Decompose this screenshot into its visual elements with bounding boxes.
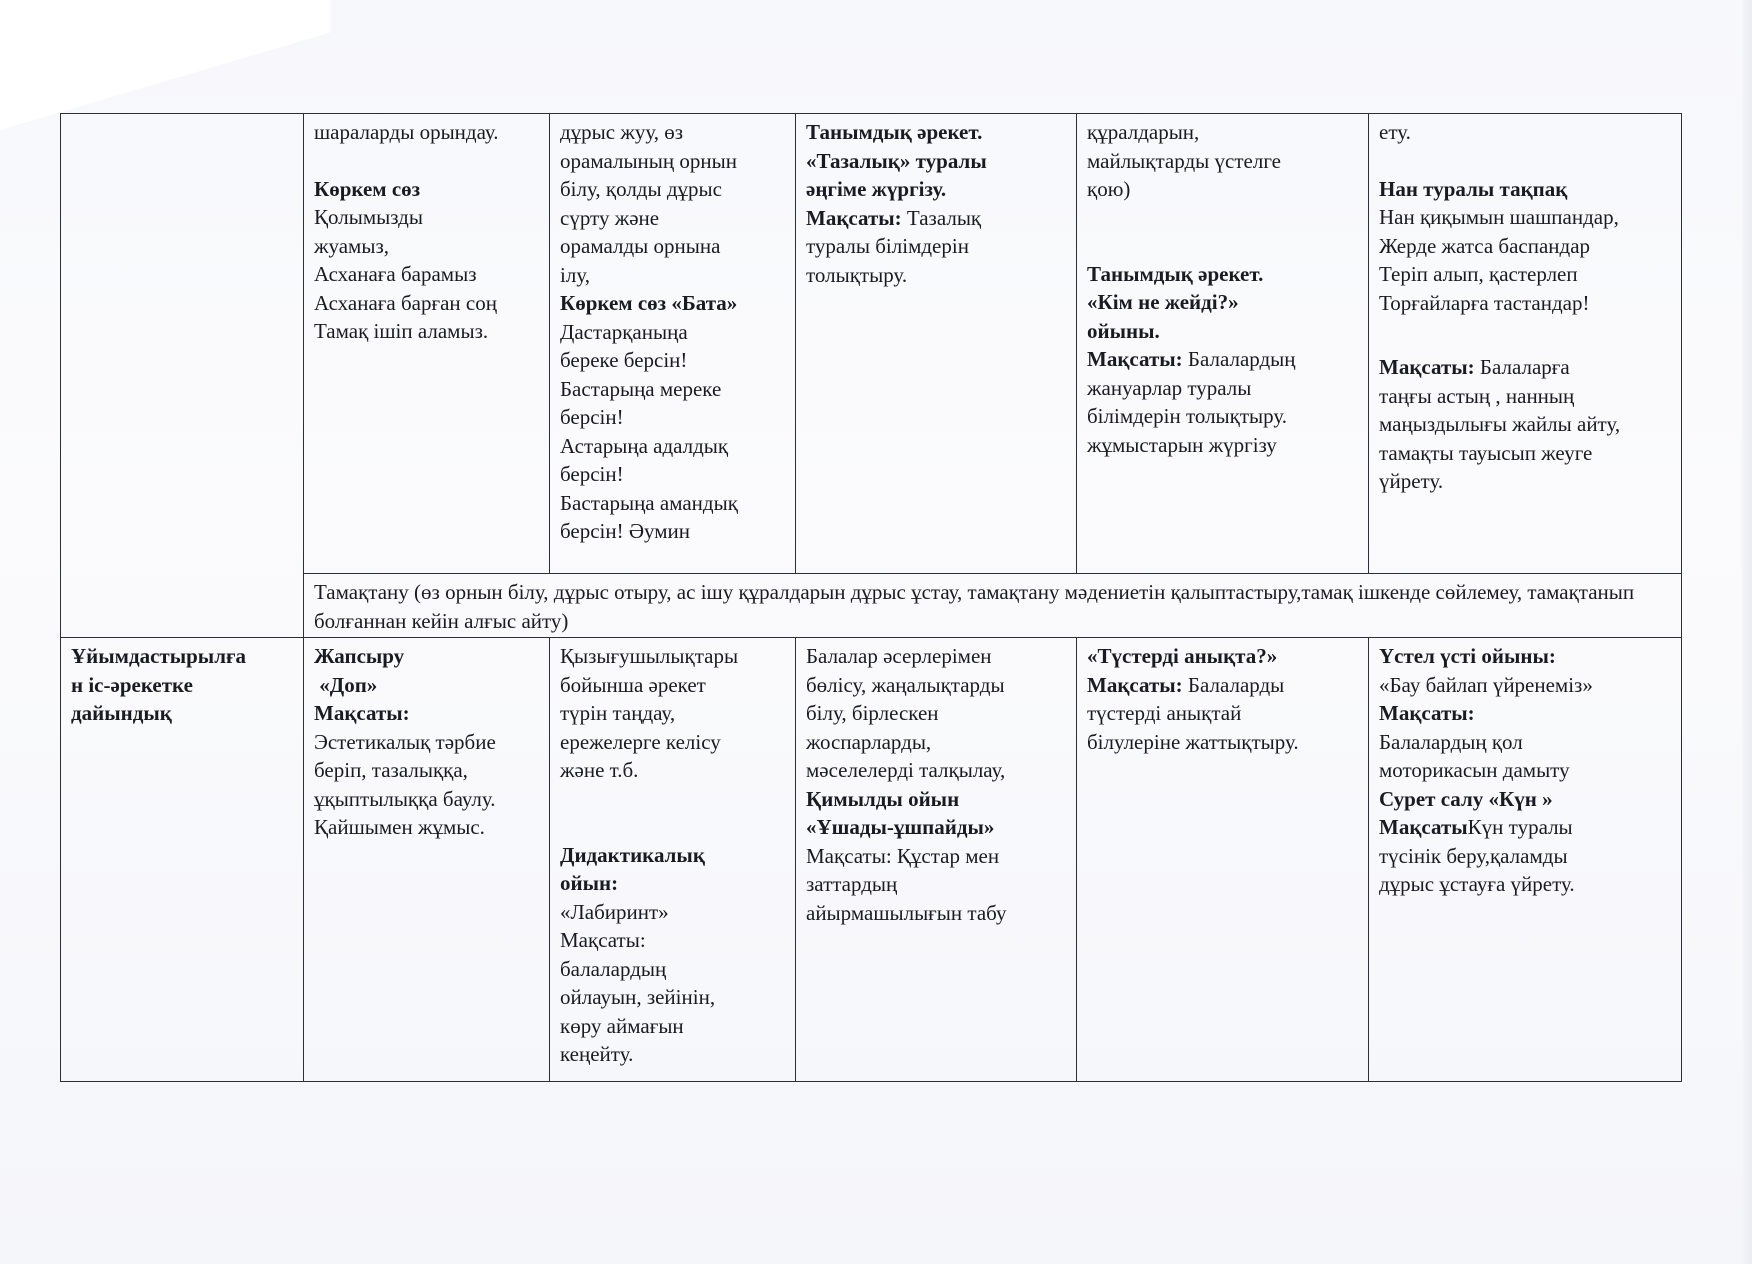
goal-line — [806, 204, 1066, 233]
goal-label: Мақсаты: — [1379, 701, 1475, 725]
goal-line — [1087, 671, 1358, 700]
cell-heading: Көркем сөз — [314, 176, 421, 201]
cell-heading: Қимылды ойын — [806, 786, 960, 811]
cell-heading: әңгіме жүргізу. — [806, 177, 947, 201]
text-line: түстерді анықтай — [1087, 701, 1242, 725]
cell-heading: Сурет салу «Күн » — [1379, 786, 1553, 811]
cell-heading: «Тазалық» туралы — [806, 148, 987, 173]
text-line: білулеріне жаттықтыру. — [1087, 729, 1299, 754]
text-line: таңғы астың , нанның — [1379, 383, 1575, 408]
text-line: ұқыптылыққа баулу. — [314, 786, 496, 811]
goal-line — [1379, 813, 1671, 842]
text-line: «Бау байлап үйренеміз» — [1379, 672, 1593, 697]
poem-line: берсін! — [560, 405, 624, 429]
cell-heading: Танымдық әрекет. — [806, 120, 983, 144]
cell-heading: Үстел үсті ойыны: — [1379, 644, 1556, 668]
cell-heading: «Кім не жейді?» — [1087, 290, 1239, 314]
text-line: тамақты тауысып жеуге — [1379, 440, 1593, 465]
text-line: «Лабиринт» — [560, 899, 669, 924]
cell-r3-c1 — [304, 638, 550, 1082]
text-line: қою) — [1087, 177, 1131, 201]
text-line: айырмашылығын табу — [806, 900, 1007, 925]
text-line: ілу, — [560, 262, 590, 287]
text-line: заттардың — [806, 872, 898, 896]
goal-label: Мақсаты: — [806, 205, 902, 230]
cell-heading: «Доп» — [314, 672, 378, 697]
goal-line — [1379, 353, 1671, 382]
cell-heading: «Түстерді анықта?» — [1087, 644, 1278, 668]
text-line: ойлауын, зейінін, — [560, 985, 716, 1009]
cell-heading: Нан туралы тақпақ — [1379, 176, 1568, 201]
text-line: бөлісу, жаңалықтарды — [806, 672, 1005, 697]
text-line: Асханаға барамыз — [314, 262, 477, 286]
text-line: сүрту және — [560, 205, 660, 230]
goal-text: Балаларды — [1182, 672, 1285, 697]
row-label-empty — [61, 114, 304, 638]
text-line: жұмыстарын жүргізу — [1087, 432, 1277, 457]
poem-line: Нан қиқымын шашпандар, — [1379, 205, 1619, 229]
cell-heading: Көркем сөз «Бата» — [560, 291, 738, 315]
poem-line: Бастарыңа мереке — [560, 376, 722, 401]
cell-heading: ойын: — [560, 871, 619, 895]
poem-line: Бастарыңа амандық — [560, 490, 738, 515]
text-line: беріп, тазалыққа, — [314, 758, 468, 782]
cell-r1-c4 — [1077, 114, 1369, 574]
text-line: білімдерін толықтыру. — [1087, 404, 1288, 428]
text-line: майлықтарды үстелге — [1087, 148, 1281, 173]
poem-line: Торғайларға тастандар! — [1379, 290, 1590, 315]
text-line: Балалардың қол — [1379, 729, 1523, 754]
text-line: Балалар әсерлерімен — [806, 644, 992, 668]
poem-line: берсін! — [560, 462, 624, 486]
poem-line: береке берсін! — [560, 348, 688, 372]
text-line: туралы білімдерін — [806, 234, 969, 258]
row-label-line: дайындық — [71, 701, 172, 725]
cell-r1-c1 — [304, 114, 550, 574]
goal-text: Балалардың — [1182, 347, 1296, 371]
text-line: жануарлар туралы — [1087, 375, 1252, 400]
text-line: Асханаға барған соң — [314, 290, 497, 315]
table-row — [61, 638, 1682, 1082]
text-line: жоспарларды, — [806, 729, 932, 754]
cell-r1-c3 — [796, 114, 1077, 574]
text-line: және т.б. — [560, 758, 639, 782]
cell-r3-c3 — [796, 638, 1077, 1082]
text-line: білу, қолды дұрыс — [560, 177, 722, 201]
cell-heading: Жапсыру — [314, 644, 405, 668]
goal-label: Мақсаты — [1379, 815, 1468, 839]
text-line: білу, бірлескен — [806, 701, 939, 725]
text-line: толықтыру. — [806, 262, 908, 287]
goal-label: Мақсаты: — [314, 701, 410, 725]
cell-r3-c5 — [1369, 638, 1682, 1082]
table-row — [61, 574, 1682, 638]
text-line: дұрыс жуу, өз — [560, 120, 684, 144]
goal-label: Мақсаты: — [1379, 355, 1475, 379]
cell-r1-c5 — [1369, 114, 1682, 574]
goal-text: Тазалық — [901, 205, 982, 230]
poem-line: Теріп алып, қастерлеп — [1379, 262, 1578, 286]
cell-r3-c2 — [550, 638, 796, 1082]
cell-r1-c2 — [550, 114, 796, 574]
meals-text: Тамақтану (өз орнын білу, дұрыс отыру, ас ішу құралдарын дұрыс ұстау, тамақтану мәдениетін қалыптастыру,тамақ ішкенде сөйлемеу, тамақтанып болғаннан кейін алғыс айту) — [314, 580, 1635, 633]
text-line: Мақсаты: — [560, 928, 646, 952]
text-line: Мақсаты: Құстар мен — [806, 843, 1000, 868]
plan-table — [60, 113, 1682, 1082]
goal-text: Балаларға — [1474, 355, 1570, 379]
text-line: кеңейту. — [560, 1042, 634, 1066]
row-label-line: н іс-әрекетке — [71, 672, 193, 697]
poem-line: берсін! Әумин — [560, 519, 691, 543]
table-row — [61, 114, 1682, 574]
row-label — [61, 638, 304, 1082]
text-line: орамалды орнына — [560, 234, 721, 258]
text-line: шараларды орындау. — [314, 120, 499, 144]
goal-text: Күн туралы — [1467, 815, 1573, 839]
text-line: мәселелерді талқылау, — [806, 758, 1006, 782]
text-line: Қайшымен жұмыс. — [314, 815, 485, 839]
cell-heading: Дидактикалық — [560, 842, 705, 867]
text-line: ету. — [1379, 120, 1411, 144]
goal-label: Мақсаты: — [1087, 672, 1183, 697]
cell-heading: «Ұшады-ұшпайды» — [806, 815, 995, 839]
text-line: балалардың — [560, 956, 667, 981]
text-line: ережелерге келісу — [560, 729, 721, 754]
text-line: дұрыс ұстауға үйрету. — [1379, 872, 1575, 896]
goal-label: Мақсаты: — [1087, 347, 1183, 371]
cell-meals — [304, 574, 1682, 638]
text-line: орамалының орнын — [560, 148, 737, 173]
poem-line: Астарыңа адалдық — [560, 433, 729, 458]
text-line: маңыздылығы жайлы айту, — [1379, 412, 1621, 436]
row-label-line: Ұйымдастырылға — [71, 644, 247, 668]
poem-line: Жерде жатса баспандар — [1379, 233, 1591, 258]
text-line: түсінік беру,қаламды — [1379, 843, 1568, 868]
text-line: бойынша әрекет — [560, 672, 706, 697]
text-line: Эстетикалық тәрбие — [314, 729, 496, 754]
text-line: Қызығушылықтары — [560, 644, 739, 668]
cell-r3-c4 — [1077, 638, 1369, 1082]
text-line: жуамыз, — [314, 233, 389, 258]
scan-edge — [1742, 0, 1752, 1264]
text-line: моторикасын дамыту — [1379, 758, 1570, 782]
goal-line — [1087, 345, 1358, 374]
text-line: Қолымызды — [314, 205, 423, 229]
text-line: үйрету. — [1379, 469, 1444, 493]
text-line: Тамақ ішіп аламыз. — [314, 319, 489, 343]
text-line: құралдарын, — [1087, 120, 1200, 144]
text-line: көру аймағын — [560, 1013, 684, 1038]
text-line: түрін таңдау, — [560, 701, 676, 725]
scan-margin — [0, 0, 330, 130]
poem-line: Дастарқаныңа — [560, 319, 688, 344]
cell-heading: Танымдық әрекет. — [1087, 261, 1264, 286]
cell-heading: ойыны. — [1087, 318, 1160, 343]
